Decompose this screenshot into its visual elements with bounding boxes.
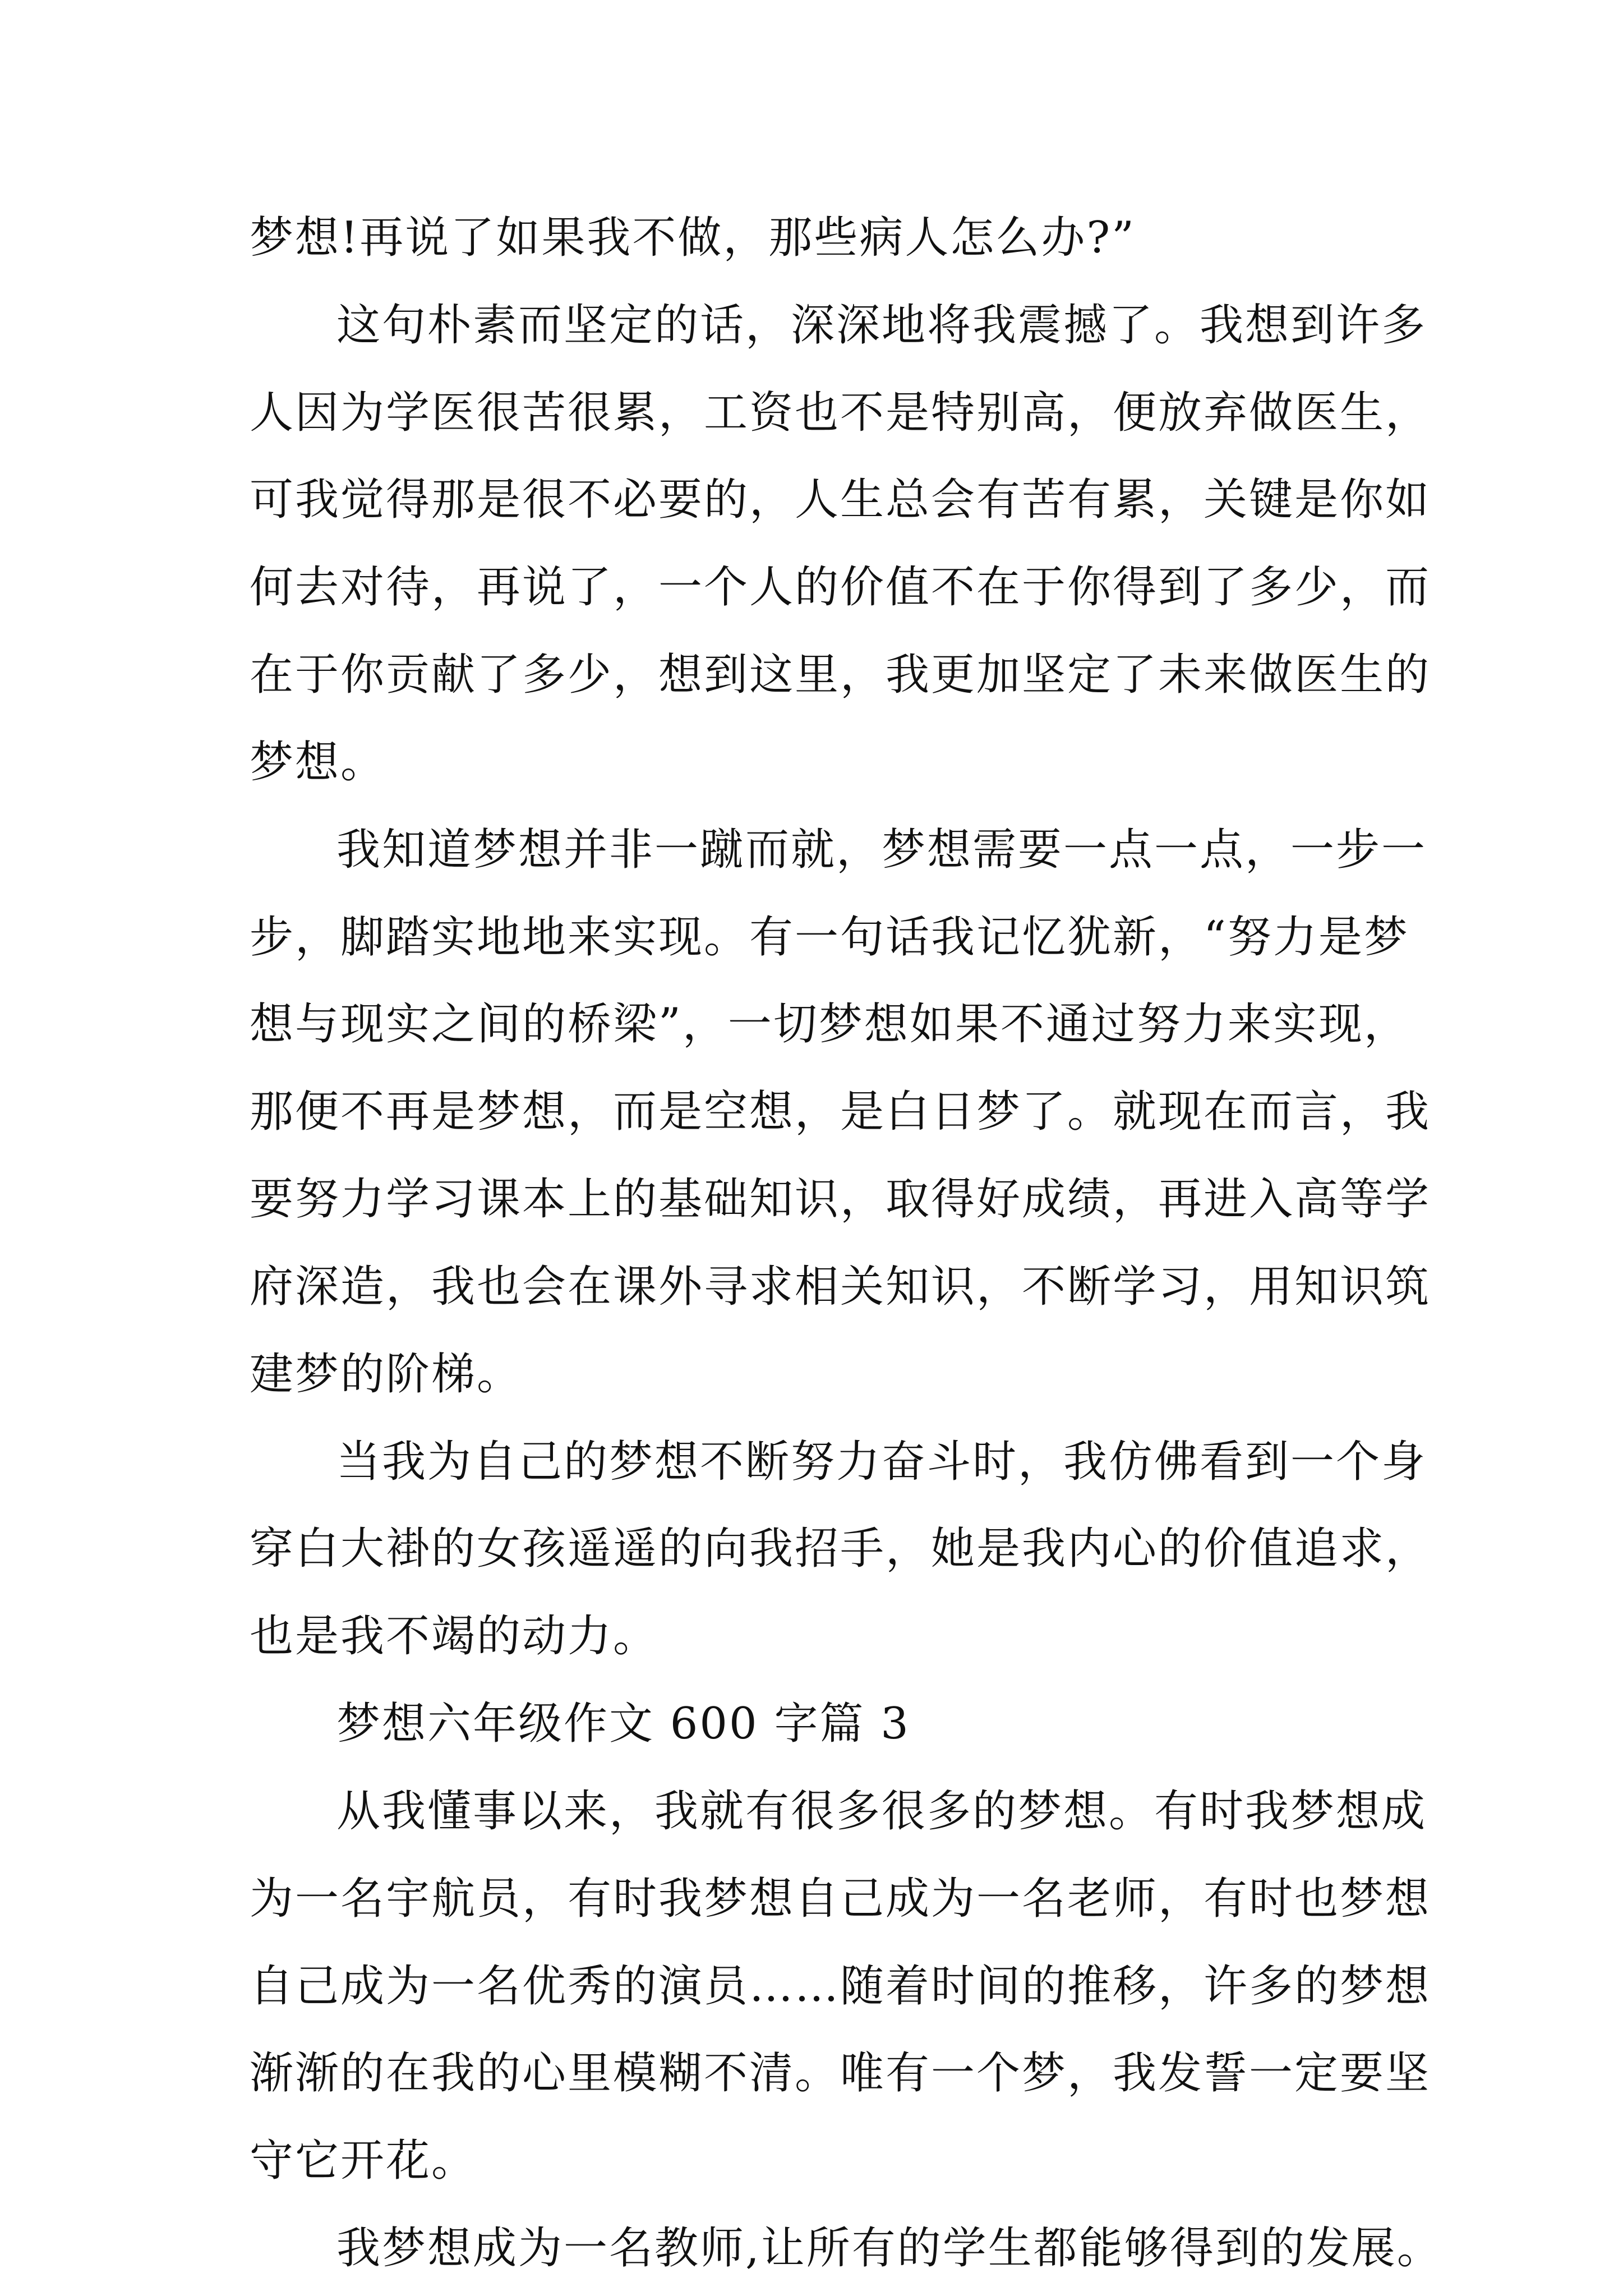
- text-line: 守它开花。: [250, 2136, 477, 2186]
- section-heading: 梦想六年级作文 600 字篇 3: [336, 1699, 910, 1749]
- text-line-overflow: 我梦想成为一名教师,让所有的学生都能够得到的发展。: [336, 2223, 1442, 2274]
- text-line: 想与现实之间的桥梁”，一切梦想如果不通过努力来实现，: [250, 999, 1409, 1050]
- text-line: 这句朴素而坚定的话，深深地将我震撼了。我想到许多: [336, 300, 1427, 351]
- text-line: 府深造，我也会在课外寻求相关知识，不断学习，用知识筑: [250, 1262, 1431, 1312]
- text-line: 我知道梦想并非一蹴而就，梦想需要一点一点，一步一: [336, 825, 1427, 875]
- text-line: 自己成为一名优秀的演员……随着时间的推移，许多的梦想: [250, 1961, 1431, 2012]
- text-line: 从我懂事以来，我就有很多很多的梦想。有时我梦想成: [336, 1786, 1427, 1837]
- text-line: 在于你贡献了多少，想到这里，我更加坚定了未来做医生的: [250, 650, 1431, 700]
- text-line: 穿白大褂的女孩遥遥的向我招手，她是我内心的价值追求，: [250, 1524, 1431, 1574]
- text-line: 梦想。: [250, 737, 386, 788]
- text-line: 建梦的阶梯。: [250, 1349, 523, 1400]
- text-line: 梦想!再说了如果我不做，那些病人怎么办?”: [250, 213, 1136, 263]
- text-line: 人因为学医很苦很累，工资也不是特别高，便放弃做医生，: [250, 388, 1431, 438]
- text-line: 渐渐的在我的心里模糊不清。唯有一个梦，我发誓一定要坚: [250, 2048, 1431, 2099]
- text-line: 也是我不竭的动力。: [250, 1611, 659, 1662]
- text-line: 当我为自己的梦想不断努力奋斗时，我仿佛看到一个身: [336, 1437, 1427, 1487]
- text-line: 何去对待，再说了，一个人的价值不在于你得到了多少，而: [250, 562, 1431, 613]
- text-line: 步，脚踏实地地来实现。有一句话我记忆犹新，“努力是梦: [250, 912, 1409, 963]
- text-line: 要努力学习课本上的基础知识，取得好成绩，再进入高等学: [250, 1174, 1431, 1225]
- text-line: 为一名宇航员，有时我梦想自己成为一名老师，有时也梦想: [250, 1874, 1431, 1924]
- text-line: 那便不再是梦想，而是空想，是白日梦了。就现在而言，我: [250, 1087, 1431, 1137]
- text-line: 可我觉得那是很不必要的，人生总会有苦有累，关键是你如: [250, 475, 1431, 525]
